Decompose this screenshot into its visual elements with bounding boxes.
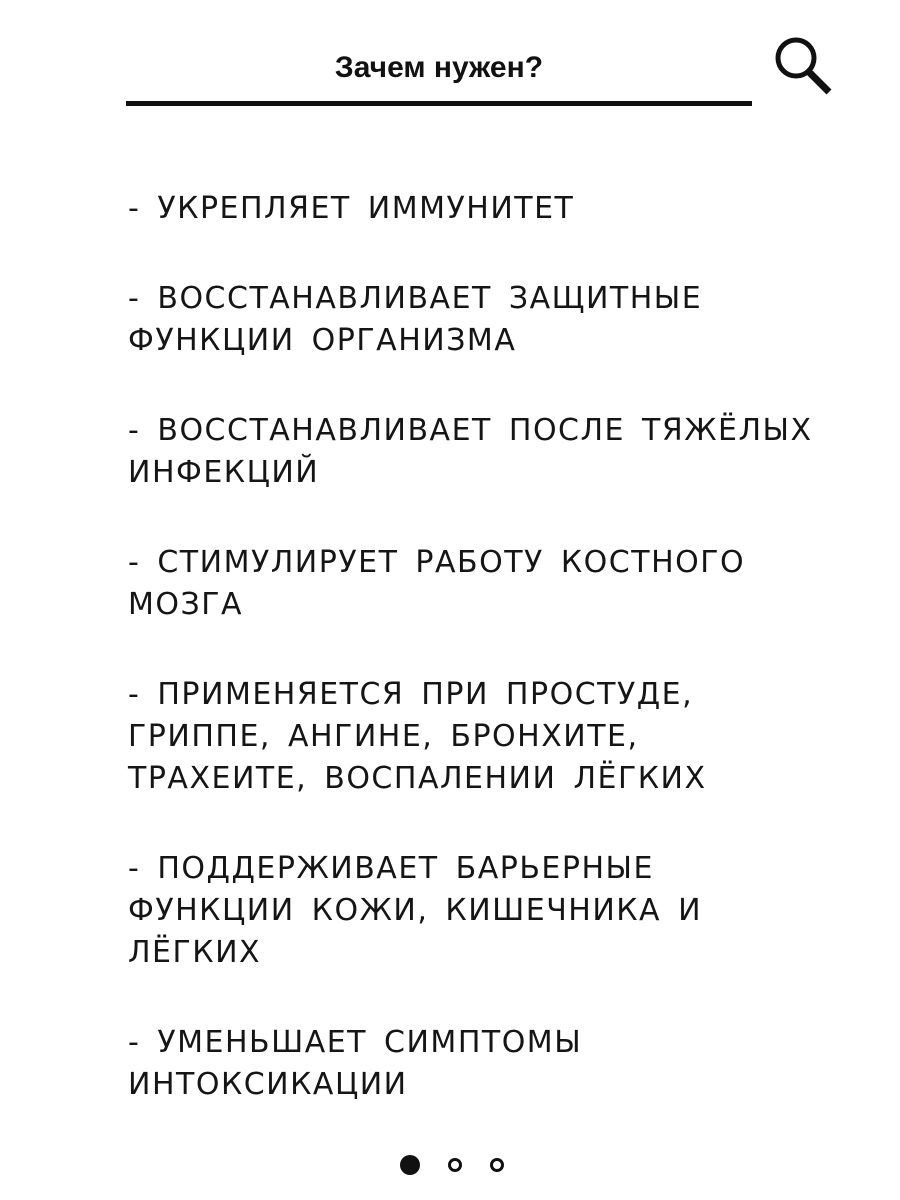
benefit-line: ФУНКЦИИ КОЖИ, КИШЕЧНИКА И [128,893,703,928]
benefit-line: - УКРЕПЛЯЕТ ИММУНИТЕТ [128,191,575,226]
benefit-item [128,188,828,230]
header-divider [126,101,752,106]
benefit-line: ФУНКЦИИ ОРГАНИЗМА [128,323,517,358]
benefit-line: - ПОДДЕРЖИВАЕТ БАРЬЕРНЫЕ [128,851,654,886]
benefit-item [128,1022,828,1106]
benefit-line: ГРИППЕ, АНГИНЕ, БРОНХИТЕ, [128,719,639,754]
benefit-line: - ВОССТАНАВЛИВАЕТ ЗАЩИТНЫЕ [128,281,703,316]
pagination-dots [400,1152,520,1178]
benefit-line: - УМЕНЬШАЕТ СИМПТОМЫ [128,1025,583,1060]
benefit-line: ИНФЕКЦИЙ [128,455,320,490]
page-dot-3[interactable] [490,1158,504,1172]
benefit-line: ИНТОКСИКАЦИИ [128,1067,408,1102]
benefit-item [128,542,828,626]
page-dot-1-active[interactable] [400,1155,420,1175]
page-title: Зачем нужен? [334,51,544,84]
benefit-line: - СТИМУЛИРУЕТ РАБОТУ КОСТНОГО [128,545,746,580]
search-icon [770,30,840,100]
benefit-item [128,410,828,494]
benefit-line: МОЗГА [128,587,244,622]
page-dot-2[interactable] [448,1158,462,1172]
benefit-line: ЛЁГКИХ [128,935,262,970]
benefit-line: - ПРИМЕНЯЕТСЯ ПРИ ПРОСТУДЕ, [128,677,694,712]
benefits-list [128,188,828,1154]
search-button[interactable] [770,30,840,100]
benefit-item [128,848,828,974]
benefit-line: - ВОССТАНАВЛИВАЕТ ПОСЛЕ ТЯЖЁЛЫХ [128,413,813,448]
benefit-line: ТРАХЕИТЕ, ВОСПАЛЕНИИ ЛЁГКИХ [128,761,707,796]
benefit-item [128,278,828,362]
benefit-item [128,674,828,800]
